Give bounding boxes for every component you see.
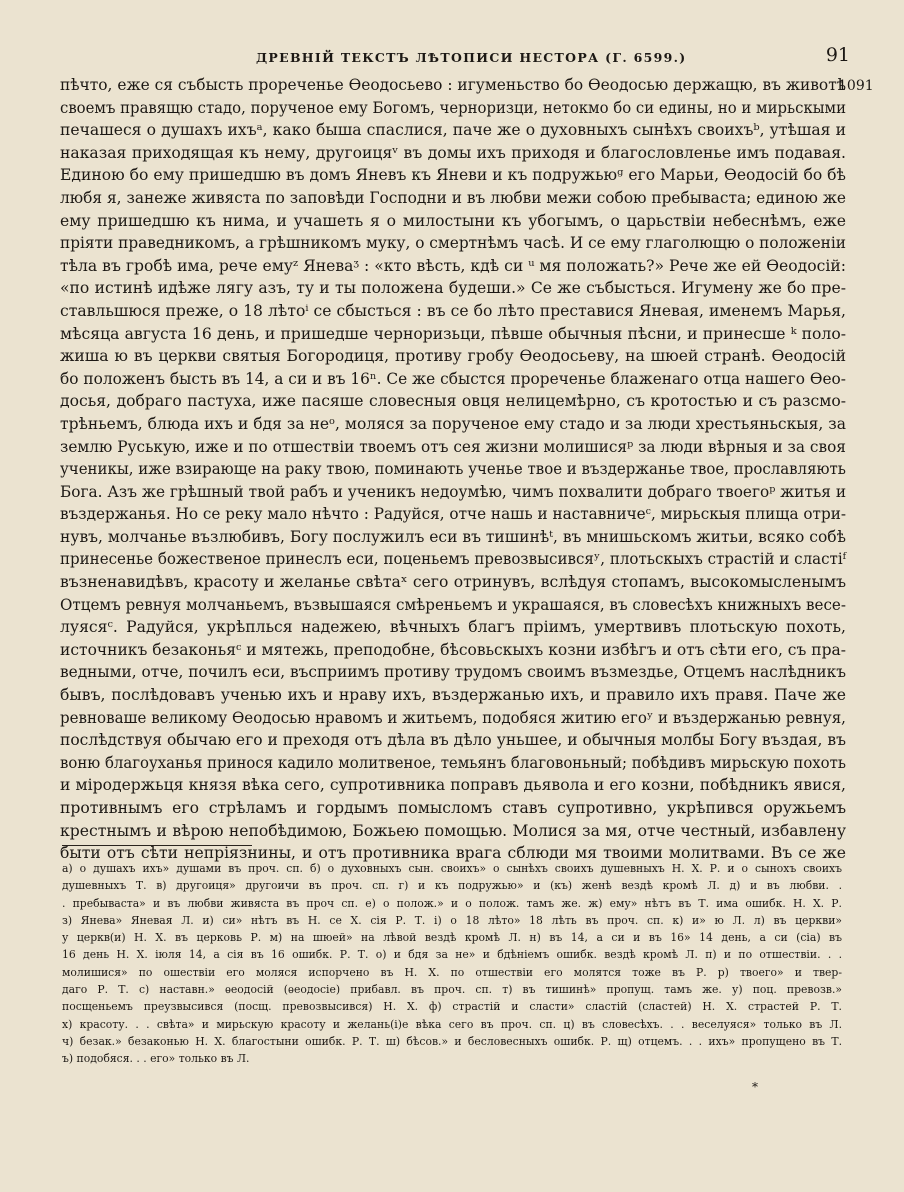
text-line: Единою бо ему пришедшю въ домъ Яневъ къ Яневи и къ подружьюᵍ его Марьи, Ѳеодосій бо бѣ <box>60 166 846 185</box>
footnote-line: з) Янева» Яневая Л. и) си» нѣтъ въ Н. се Х. сія Р. Т. і) о 18 лѣто» 18 лѣть въ проч. сп. к) и» ю Л. л) въ церкви» <box>62 913 842 927</box>
text-line: мѣсяца августа 16 день, и пришедше черноризьци, пѣвше обычныя пѣсни, и принесше ᵏ поло- <box>60 324 846 343</box>
text-line: ученикы, иже взирающе на раку твою, поминають ученье твое и въздержанье твое, прославляють <box>60 460 846 479</box>
footnote-line: . пребываста» и въ любви живяста въ проч сп. е) о полож.» и о полож. тамъ же. ж) ему» нѣтъ въ Т. има ошибк. Н. Х. Р. <box>62 896 842 910</box>
page-number: 91 <box>825 44 850 66</box>
text-line: Бога. Азъ же грѣшный твой рабъ и ученикъ недоумѣю, чимъ похвалити добраго твоегоᵖ житья и <box>60 482 847 501</box>
footnote-line: 16 день Н. Х. іюля 14, а сія въ 16 ошибк. Р. Т. о) и бдя за не» и бдѣніемъ ошибк. вездѣ кромѣ Л. п) и по отшествіи. . . <box>62 948 842 962</box>
footnote-line: даго Р. Т. с) наставн.» ѳеодосій (ѳеодосіе) прибавл. въ проч. сп. т) въ тишинѣ» пропущ. тамъ же. у) поц. превозв.» <box>62 983 842 997</box>
text-line: наказая приходящая къ нему, другоицяᵛ въ домы ихъ приходя и благословленье имъ подавая. <box>60 143 846 162</box>
text-line: луясяᶜ. Радуйся, укрѣплься надежею, вѣчныхъ благъ пріимъ, умертвивъ плотьскую похоть, <box>60 618 846 637</box>
text-line: послѣдствуя обычаю его и преходя отъ дѣла въ дѣло уньшее, и обычныя молбы Богу въздая, въ <box>60 731 847 750</box>
text-line: «по истинѣ идѣже лягу азъ, ту и ты положена будеши.» Се же събысться. Игумену же бо пре- <box>60 279 846 298</box>
text-line: быти отъ сѣти непріязнины, и отъ противника врага сблюди мя твоими молитвами. Въ се же <box>60 844 846 863</box>
text-line: принесенье божественое принеслъ еси, поценьемъ превозвысивсяʸ, плотьскыхъ страстій и сластіᶠ <box>60 550 847 569</box>
footnote-line: душевныхъ Т. в) другоиця» другоичи въ проч. сп. г) и къ подружью» и (къ) женѣ вездѣ кромѣ Л. д) и въ любви. . <box>62 879 842 893</box>
text-line: пѣчто, еже ся събысть прореченье Ѳеодосьево : игуменьство бо Ѳеодосью держащю, въ животѣ <box>60 76 847 94</box>
text-line: Отцемъ ревнуя молчаньемъ, възвышаяся смѣреньемъ и украшаяся, въ словесѣхъ книжныхъ весе- <box>60 595 846 614</box>
text-line: землю Руськую, иже и по отшествіи твоемъ отъ сея жизни молишисяᵖ за люди вѣрныя и за своя <box>60 437 846 456</box>
text-line: воню благоуханья принося кадило молитвеное, темьянъ благовоньный; побѣдивъ мирьскую похоть <box>60 753 846 772</box>
text-line: ставльшюся преже, о 18 лѣтоⁱ се сбысться : въ се бо лѣто преставися Яневая, именемъ Марья, <box>60 301 846 320</box>
text-line: печашеся о душахъ ихъᵃ, како быша спаслися, паче же о духовныхъ сынѣхъ своихъᵇ, утѣшая и <box>60 121 846 140</box>
footnote-line: а) о душахъ ихъ» душами въ проч. сп. б) о духовныхъ сын. своихъ» о сынѣхъ своихъ душевныхъ Н. Х. Р. и о сынохъ своихъ <box>62 862 842 875</box>
margin-year: 1091 <box>838 78 874 94</box>
chronicle-text <box>60 74 846 865</box>
text-line: възненавидѣвъ, красоту и желанье свѣтаˣ сего отринувъ, вслѣдуя стопамъ, высокомысленымъ <box>60 573 846 592</box>
footnotes <box>62 860 842 1068</box>
text-line: своемъ правящю стадо, порученое ему Богомъ, черноризци, нетокмо бо си едины, но и мирьскыми <box>60 98 847 117</box>
text-line: нувъ, молчанье възлюбивъ, Богу послужилъ еси въ тишинѣᵗ, въ мнишьскомъ житьи, всяко собѣ <box>60 527 846 546</box>
text-line: любя я, занеже живяста по заповѣди Господни и въ любви межи собою пребываста; единою же <box>60 188 847 207</box>
footnote-separator <box>62 845 252 846</box>
text-line: досья, добраго пастуха, иже пасяше словесныя овця нелицемѣрно, съ кротостью и съ разсмо- <box>60 392 846 411</box>
text-line: ему пришедшю къ нима, и учашеть я о милостыни къ убогымъ, о царьствіи небеснѣмъ, еже <box>60 211 846 230</box>
text-line: противнымъ его стрѣламъ и гордымъ помысломъ ставъ супротивно, укрѣпився оружьемъ <box>60 799 846 817</box>
text-line: тѣла въ гробѣ има, рече емуᶻ Яневаᶾ : «кто вѣсть, кдѣ си ᵘ мя положать?» Рече же ей Ѳеодосій: <box>60 256 846 275</box>
running-title: ДРЕВНІЙ ТЕКСТЪ ЛѢТОПИСИ НЕСТОРА (Г. 6599.) <box>256 50 687 65</box>
page-header <box>60 44 850 72</box>
text-line: ревноваше великому Ѳеодосью нравомъ и житьемъ, подобяся житию егоʸ и въздержанью ревнуя, <box>60 708 846 727</box>
footnote-line: у церкв(и) Н. Х. въ церковь Р. м) на шюей» на лѣвой вездѣ кромѣ Л. н) въ 14, а си и въ 16» 14 день, а си (сіа) въ <box>62 931 842 945</box>
text-line: источникъ безаконьяᶜ и мятежь, преподобне, бѣсовьскыхъ козни избѣгъ и отъ сѣти его, съ пра- <box>60 640 846 659</box>
footnote-line: ч) безак.» безаконью Н. Х. благостыни ошибк. Р. Т. ш) бѣсов.» и бесловесныхъ ошибк. Р. щ) отцемъ. . . ихъ» пропущено въ Т. <box>62 1034 842 1048</box>
text-line: въздержанья. Но се реку мало нѣчто : Радуйся, отче нашь и наставничеᶜ, мирьскыя плища отри- <box>60 505 847 524</box>
text-line: бывъ, послѣдовавъ ученью ихъ и нраву ихъ, въздержанью ихъ, и правило ихъ правя. Паче же <box>60 686 846 705</box>
footnote-line: посщеньемъ преузвысився (посщ. превозвысився) Н. Х. ф) страстій и сласти» сластій (сластей) Н. Х. страстей Р. Т. <box>62 1000 842 1014</box>
end-mark: * <box>752 1080 758 1094</box>
footnote-line: х) красоту. . . свѣта» и мирьскую красоту и желань(і)е вѣка сего въ проч. сп. ц) въ словесѣхъ. . . веселуяся» только въ Л. <box>62 1017 842 1031</box>
text-line: трѣньемъ, блюда ихъ и бдя за неᵒ, моляся за порученое ему стадо и за люди хрестьяньскыя, за <box>60 414 847 433</box>
text-line: жиша ю въ церкви святыя Богородиця, противу гробу Ѳеодосьеву, на шюей странѣ. Ѳеодосій <box>60 347 846 366</box>
footnote-line: молишися» по ошествіи его моляся испорчено въ Н. Х. по отшествіи его молятся тоже въ Р. р) твоего» и твер- <box>62 965 842 979</box>
text-line: и міродержьця князя вѣка сего, супротивника поправъ дьявола и его козни, побѣдникъ явися, <box>60 776 846 795</box>
text-line: пріяти праведникомъ, а грѣшникомъ муку, о смертнѣмъ часѣ. И се ему глаголющю о положеніи <box>60 234 846 253</box>
text-line: бо положенъ бысть въ 14, а си и въ 16ⁿ. Се же сбыстся прореченье блаженаго отца нашего Ѳео- <box>60 369 846 388</box>
text-line: крестнымъ и вѣрою непобѣдимою, Божьею помощью. Молися за мя, отче честный, избавлену <box>60 821 846 840</box>
footnote-line: ъ) подобяся. . . его» только въ Л. <box>62 1052 250 1066</box>
text-line: ведными, отче, почилъ еси, въсприимъ противу трудомъ своимъ възмездье, Отцемъ наслѣдникъ <box>60 663 846 682</box>
